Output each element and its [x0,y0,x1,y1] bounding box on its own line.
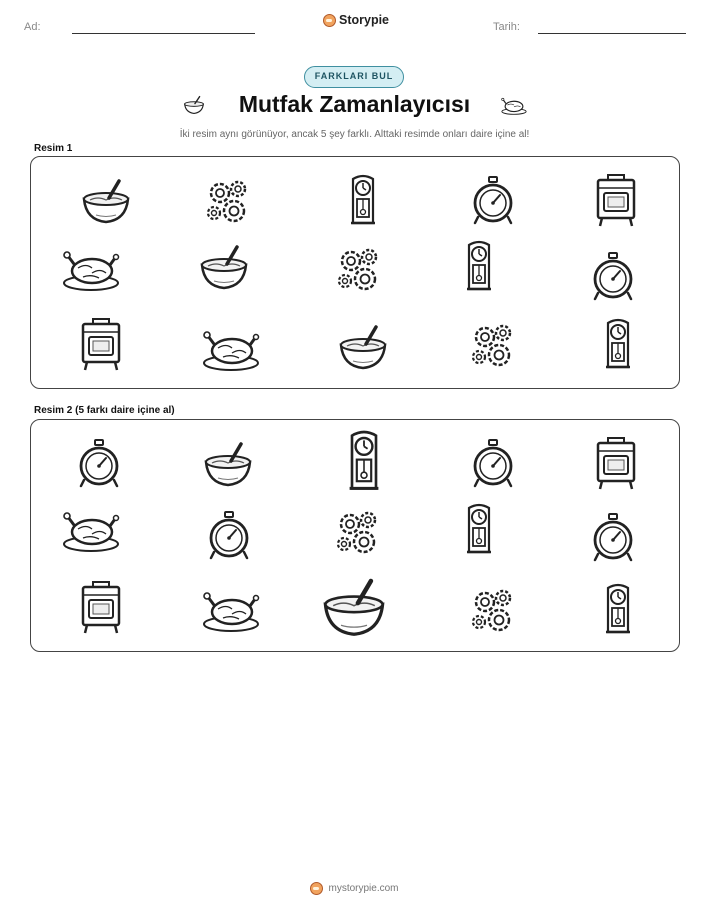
instructions: İki resim aynı görünüyor, ancak 5 şey farklı. Alttaki resimde onları daire içine al! [179,129,530,140]
clock-icon[interactable] [449,500,509,560]
name-line [72,33,255,34]
chicken-icon[interactable] [201,578,261,638]
clock-icon [449,237,509,297]
picture-panel-2[interactable] [30,419,680,652]
timer-icon [463,171,523,231]
activity-badge: FARKLARI BUL [304,66,404,88]
bowl-icon [333,317,393,377]
gears-icon [463,315,523,375]
gears-icon [329,239,389,299]
gears-icon[interactable] [463,580,523,640]
clock-icon[interactable] [328,426,400,498]
gears-icon[interactable] [328,502,388,562]
panel-1-label: Resim 1 [34,143,73,154]
storypie-icon [323,14,336,27]
bowl-icon[interactable] [315,568,393,646]
footer [0,882,709,895]
brand-logo [323,13,389,27]
timer-icon [583,247,643,307]
bowl-icon [76,171,136,231]
bowl-icon [194,237,254,297]
chicken-icon [61,237,121,297]
footer-url: mystorypie.com [328,883,399,894]
brand-name: Storypie [339,13,390,27]
chicken-icon [201,317,261,377]
panel-2-label: Resim 2 (5 farkı daire içine al) [34,405,175,416]
page-title: Mutfak Zamanlayıcısı [238,91,471,117]
timer-icon[interactable] [69,434,129,494]
timer-icon[interactable] [463,434,523,494]
gears-icon [198,171,258,231]
clock-icon [588,315,648,375]
storypie-footer-icon [310,882,323,895]
timer-icon[interactable] [583,508,643,568]
chicken-icon[interactable] [61,498,121,558]
chicken-icon [498,91,530,119]
stove-icon [586,171,646,231]
timer-icon[interactable] [199,506,259,566]
clock-icon [333,171,393,231]
date-label: Tarih: [493,21,520,33]
clock-icon[interactable] [588,580,648,640]
picture-panel-1 [30,156,680,389]
bowl-icon[interactable] [198,434,258,494]
name-label: Ad: [24,21,41,33]
stove-icon[interactable] [71,578,131,638]
date-line [538,33,686,34]
stove-icon [71,315,131,375]
stove-icon[interactable] [586,434,646,494]
